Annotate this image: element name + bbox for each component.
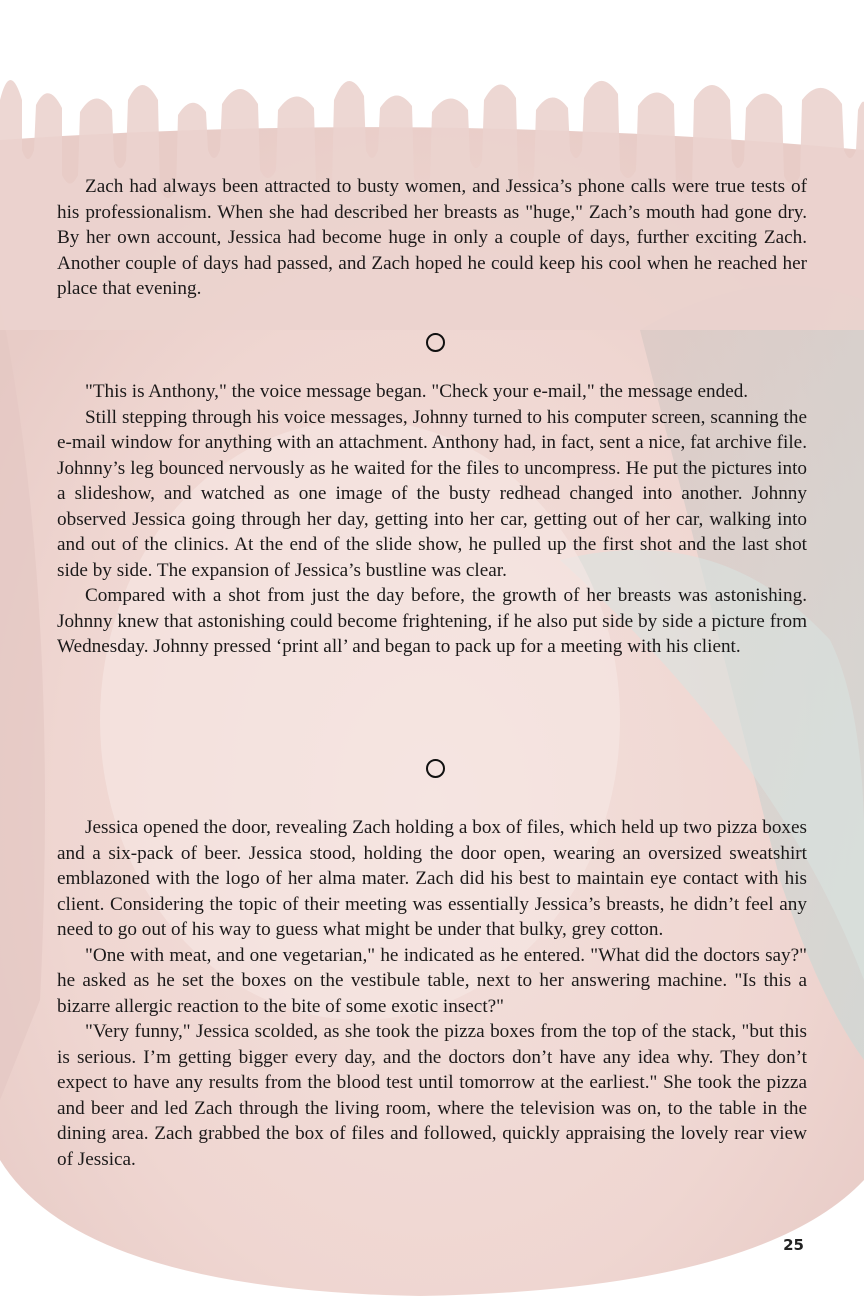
paragraph: Zach had always been attracted to busty women, and Jessica’s phone calls were true tests of his professionalism. When she had described her breasts as "huge," Zach’s mouth had gone dry. By her own account, Jessica had become huge in only a couple of days, further exciting Zach. Another couple of days had passed, and Zach hoped he could keep his cool when he reached her place that evening. (57, 176, 807, 299)
paragraph: "This is Anthony," the voice message began. "Check your e-mail," the message ended. (85, 381, 749, 402)
page-number: 25 (783, 1236, 804, 1254)
section-2 (57, 379, 807, 660)
paragraph: "Very funny," Jessica scolded, as she took the pizza boxes from the top of the stack, "but this is serious. I’m getting bigger every day, and the doctors don’t have any idea why. They don’t expect to have any results from the blood test until tomorrow at the earliest." She took the pizza and beer and led Zach through the living room, where the television was on, to the table in the dining area. Zach grabbed the box of files and followed, quickly appraising the lovely rear view of Jessica. (57, 1021, 807, 1170)
section-1 (57, 174, 807, 302)
section-separator-ring-2 (426, 759, 445, 778)
section-3 (57, 815, 807, 1172)
paragraph: Compared with a shot from just the day before, the growth of her breasts was astonishing. Johnny knew that astonishing could become frightening, if he also put side by side a picture from Wednesday. Johnny pressed ‘print all’ and began to pack up for a meeting with his client. (57, 585, 807, 657)
paragraph: "One with meat, and one vegetarian," he indicated as he entered. "What did the doctors say?" he asked as he set the boxes on the vestibule table, next to her answering machine. "Is this a bizarre allergic reaction to the bite of some exotic insect?" (57, 944, 807, 1017)
section-separator-ring-1 (426, 333, 445, 352)
paragraph: Still stepping through his voice messages, Johnny turned to his computer screen, scanning the e-mail window for anything with an attachment. Anthony had, in fact, sent a nice, fat archive file. Johnny’s leg bounced nervously as he waited for the files to uncompress. He put the pictures into a slideshow, and watched as one image of the busty redhead changed into another. Johnny observed Jessica going through her day, getting into her car, getting out of her car, walking into and out of the clinics. At the end of the slide show, he pulled up the first shot and the last shot side by side. The expansion of Jessica’s bustline was clear. (57, 406, 807, 581)
paragraph: Jessica opened the door, revealing Zach holding a box of files, which held up two pizza boxes and a six-pack of beer. Jessica stood, holding the door open, wearing an oversized sweatshirt emblazoned with the logo of her alma mater. Zach did his best to maintain eye contact with his client. Considering the topic of their meeting was essentially Jessica’s breasts, he didn’t feel any need to go out of his way to guess what might be under that bulky, grey cotton. (57, 817, 807, 940)
